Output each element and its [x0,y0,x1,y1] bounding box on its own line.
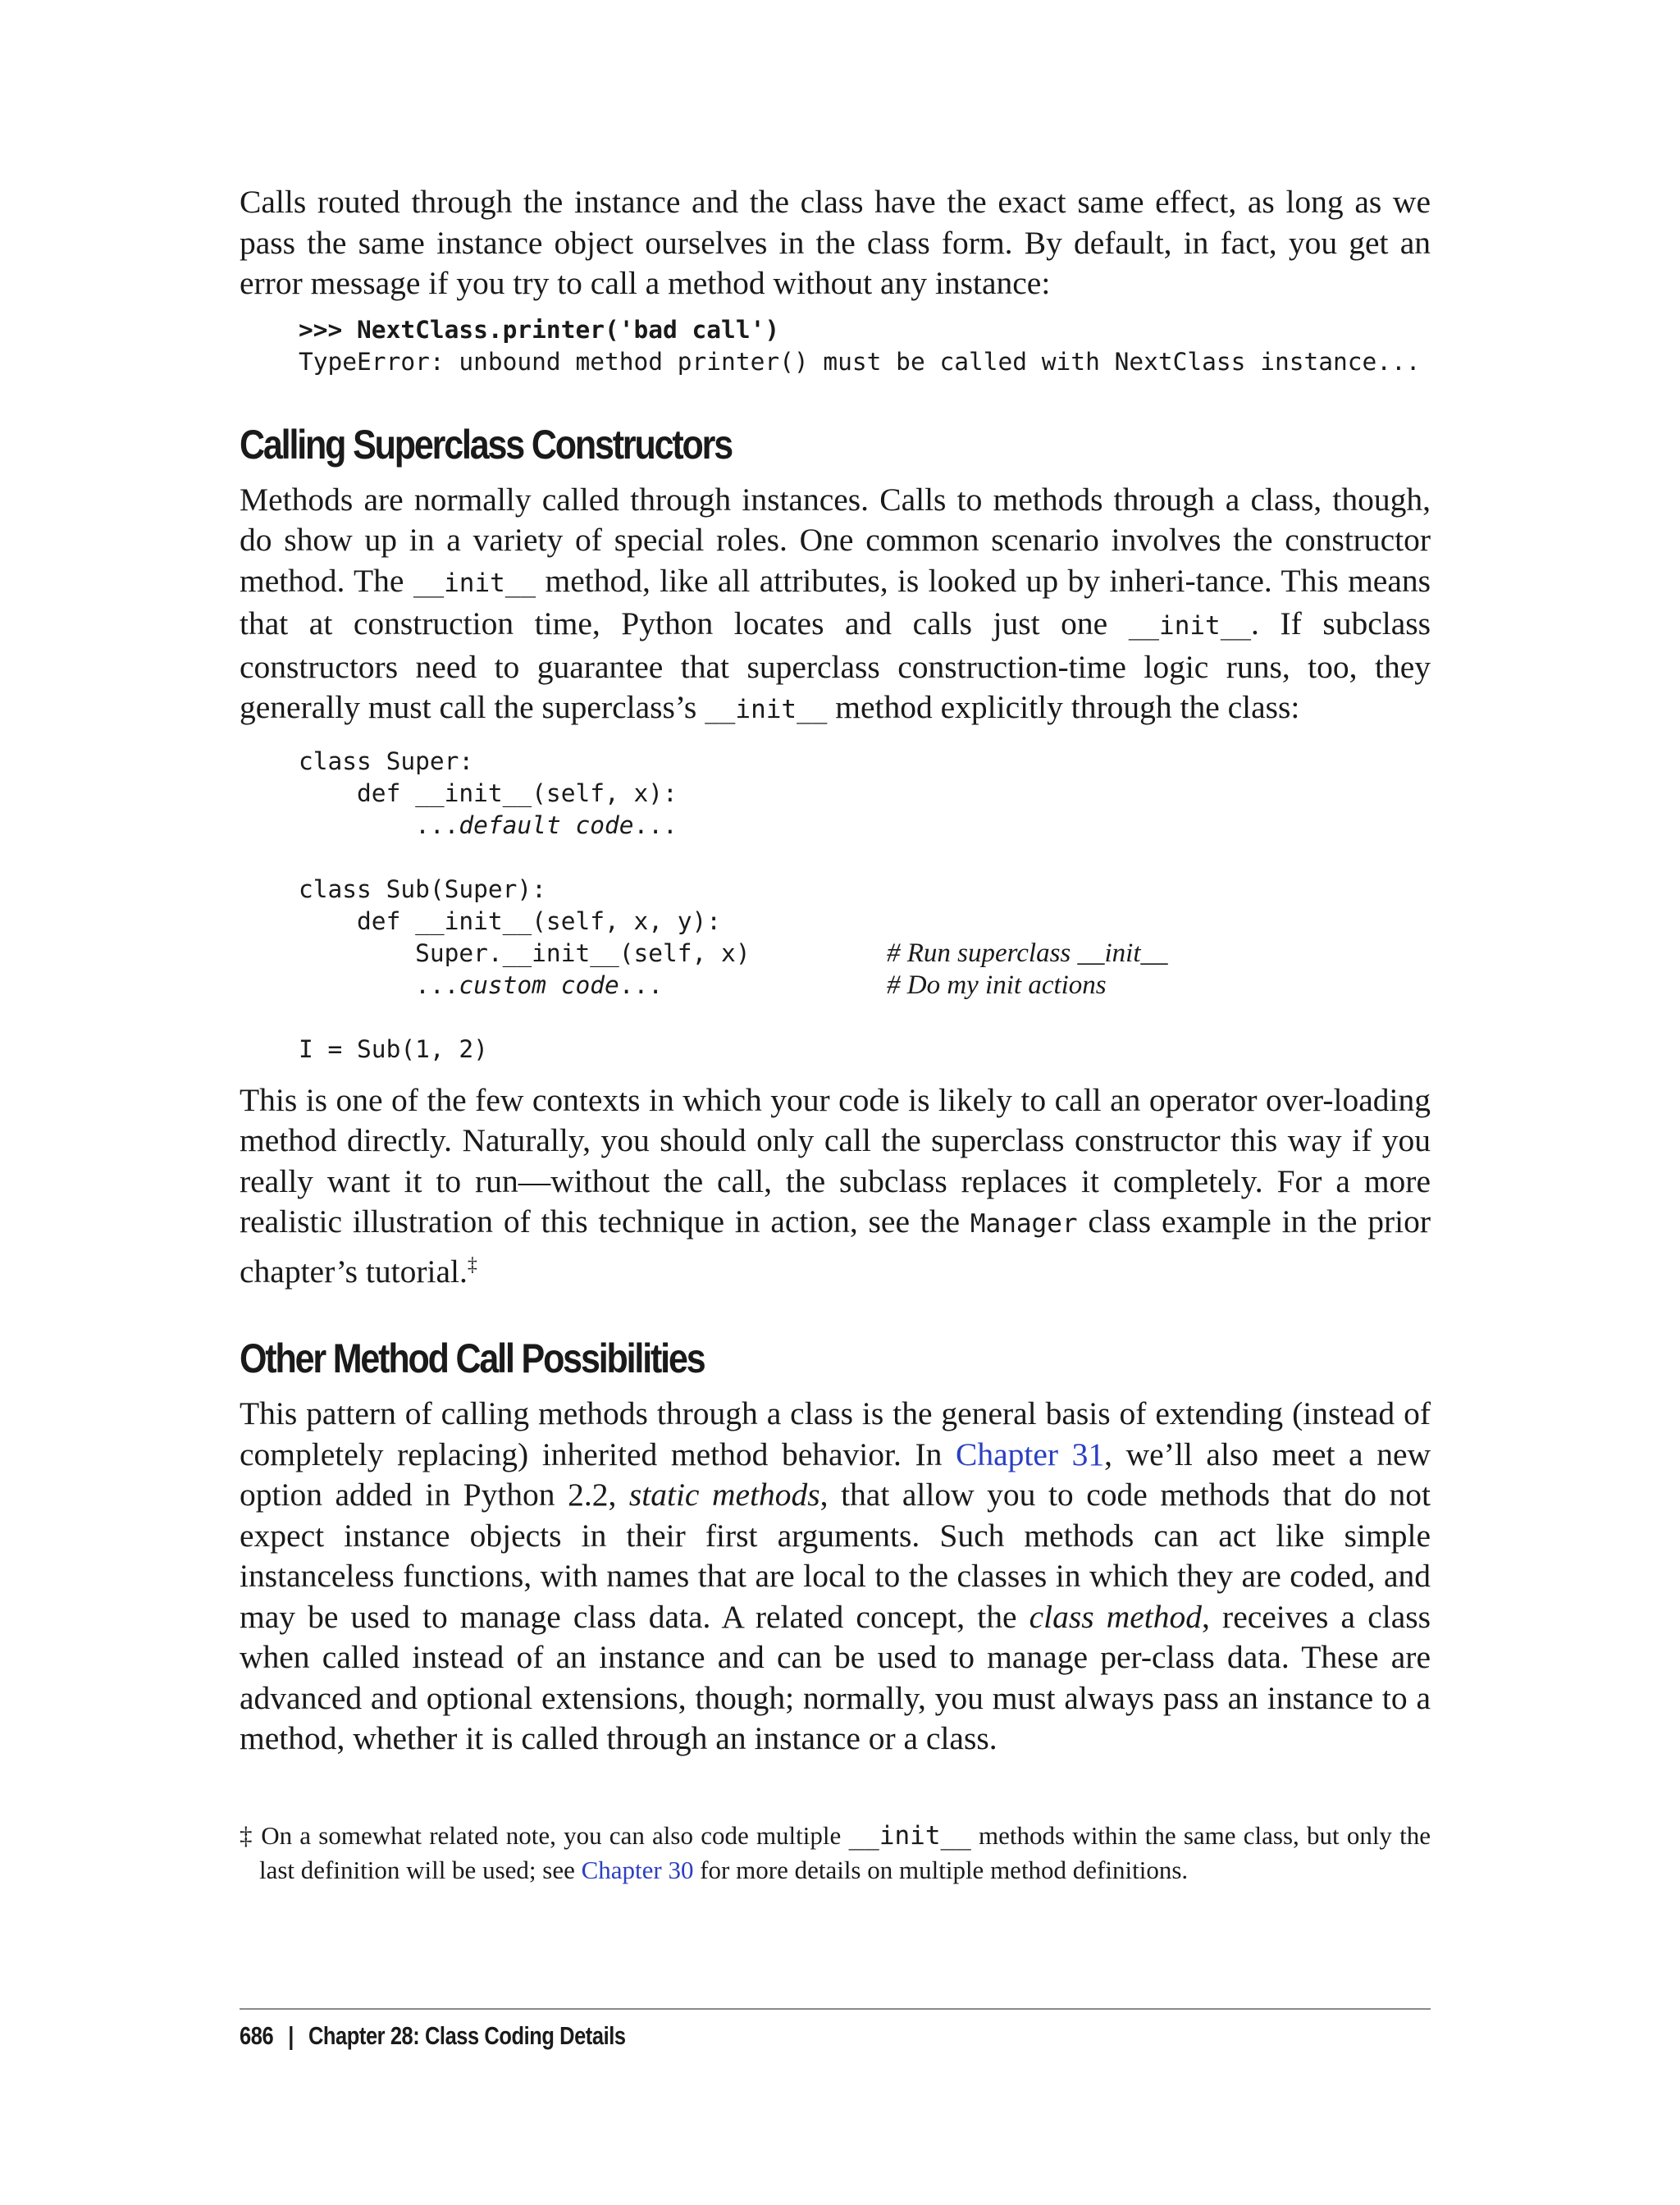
text-run: , that allow you to code methods that do not expect instance objects in their first arguments. Such methods can act like simple instanceless functions, with names that are local to the classes in which they are coded, and may be used to manage class data. A related concept, the [240,1477,1431,1635]
text-run: This is one of the few contexts in which your code is likely to call an operator over-loading method directly. Naturally, you should only call the superclass constructor this way if you really want it to run—without the call, the subclass replaces it completely. For a more realistic illustration of this technique in action, see the [240,1081,1431,1239]
code-line: Super.__init__(self, x) # Run superclass __init__ [299,938,1168,968]
emphasis: static methods [628,1477,820,1513]
inline-code: __init__ [848,1820,971,1851]
inline-code: __init__ [413,568,536,598]
text-run: . If subclass constructors need to guarantee that superclass construction-time logic runs, too, they generally must call the superclass’s [240,605,1431,725]
text-run: method explicitly through the class: [827,689,1300,725]
intro-paragraph: Calls routed through the instance and the class have the exact same effect, as long as we pass the same instance object ourselves in the class form. By default, in fact, you get an error message if you try to call a method without any instance: [240,184,1431,301]
code-comment: # Do my init actions [887,970,1107,1000]
footer-rule [240,2008,1431,2010]
footnote [240,1819,1431,1887]
code-line: TypeError: unbound method printer() must be called with NextClass instance... [299,347,1421,376]
section-heading-superclass-constructors: Calling Superclass Constructors [240,421,733,468]
text-run: This pattern of calling methods through a class is the general basis of extending (instead of completely replacing) inherited method behavior. In [240,1395,1431,1472]
code-block-super-init [299,746,1431,1066]
text-run: Methods are normally called through instances. Calls to methods through a class, though, do show up in a variety of special roles. One common scenario involves the constructor method. The [240,481,1431,599]
code-line: def __init__(self, x): [299,778,678,807]
code-line: def __init__(self, x, y): [299,906,722,935]
text-run: methods within the same class, but only the last definition will be used; see [259,1820,1431,1884]
chapter-title: Chapter 28: Class Coding Details [308,2021,626,2050]
text-run: for more details on multiple method definitions. [693,1855,1189,1884]
inline-code: Manager [970,1209,1078,1239]
code-line: I = Sub(1, 2) [299,1034,488,1063]
text-run: On a somewhat related note, you can also code multiple [253,1820,849,1850]
text-run: , receives a class when called instead of an instance and can be used to manage per-class data. These are advanced and optional extensions, though; normally, you must always pass an instance to a method, whether it is called through an instance or a class. [240,1598,1431,1757]
text-run: class example in the prior chapter’s tutorial. [240,1203,1431,1290]
code-line: class Super: [299,746,474,775]
chapter-31-link[interactable]: Chapter 31 [955,1436,1105,1472]
emphasis: class method [1029,1598,1203,1635]
other-method-calls-paragraph [240,1394,1431,1760]
inline-code: __init__ [1128,611,1252,641]
chapter-30-link[interactable]: Chapter 30 [581,1855,694,1884]
page-number: 686 [240,2021,274,2050]
code-line: ...custom code... # Do my init actions [299,970,1107,1000]
section-heading-other-method-calls: Other Method Call Possibilities [240,1335,705,1382]
page-footer [240,2021,626,2051]
superclass-constructors-paragraph [240,480,1431,731]
code-line: class Sub(Super): [299,874,546,903]
footnote-marker[interactable]: ‡ [467,1253,477,1276]
footer-separator: | [288,2021,294,2050]
footnote-mark: ‡ [240,1820,253,1850]
text-run: method, like all attributes, is looked up by inheri-tance. This means that at construction time, Python locates and calls just one [240,562,1431,641]
operator-overloading-paragraph [240,1080,1431,1293]
page-content [240,172,1431,1887]
code-block-error [299,314,1431,378]
text-run: , we’ll also meet a new option added in Python 2.2, [240,1436,1431,1513]
inline-code: __init__ [705,695,828,724]
code-line: ...default code... [299,810,678,839]
code-comment: # Run superclass __init__ [887,938,1168,968]
code-line: >>> NextClass.printer('bad call') [299,315,780,344]
